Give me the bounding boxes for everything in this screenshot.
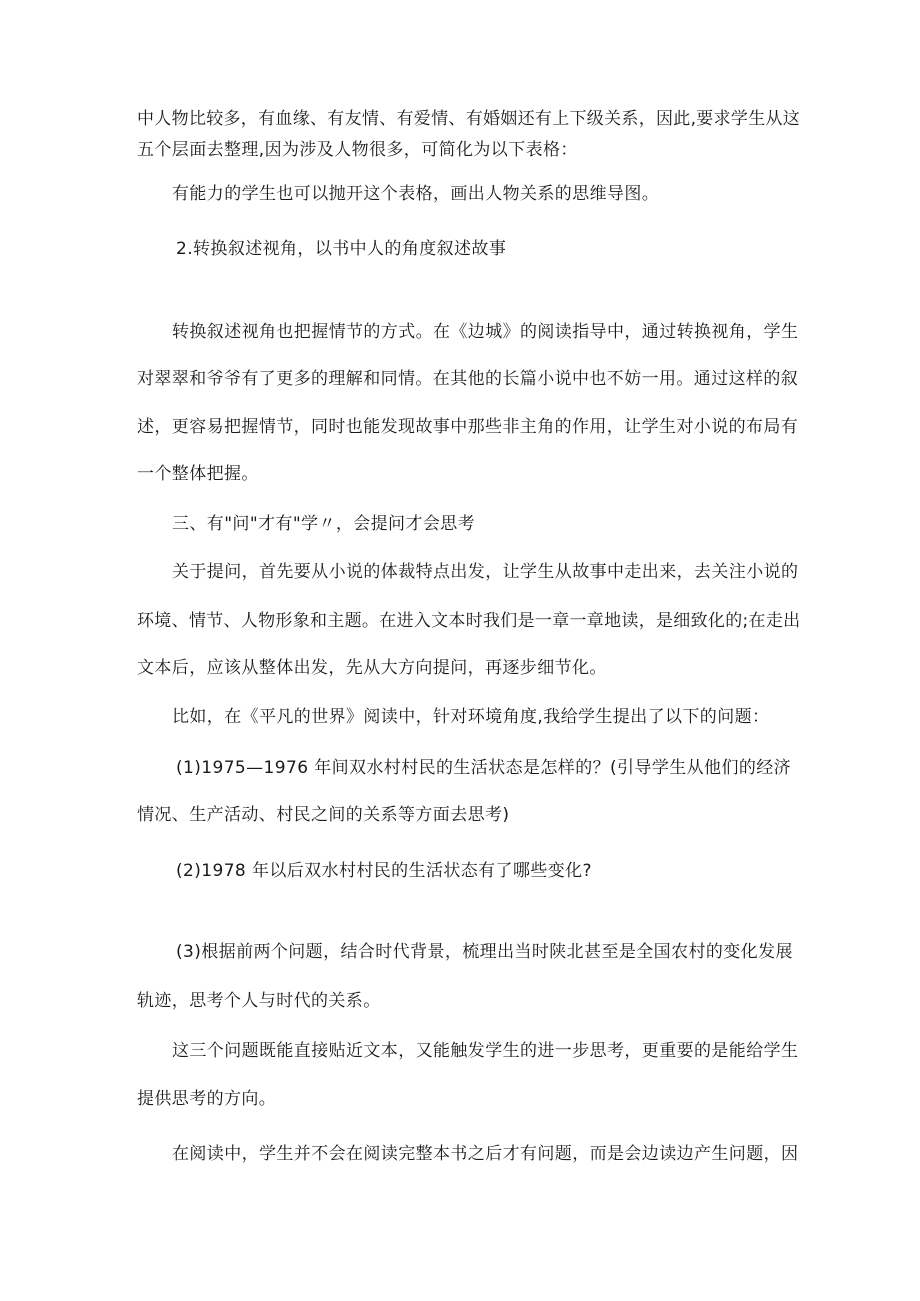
text-line: 中人物比较多，有血缘、有友情、有爱情、有婚姻还有上下级关系，因此,要求学生从这 (137, 109, 801, 129)
text-line: 对翠翠和爷爷有了更多的理解和同情。在其他的长篇小说中也不妨一用。通过这样的叙 (137, 369, 799, 389)
text-line: 这三个问题既能直接贴近文本，又能触发学生的进一步思考，更重要的是能给学生 (172, 1041, 799, 1061)
text-line: 述，更容易把握情节，同时也能发现故事中那些非主角的作用，让学生对小说的布局有 (137, 417, 799, 437)
list-item: (1)1975—1976 年间双水村村民的生活状态是怎样的？(引导学生从他们的经济 (176, 758, 792, 778)
list-item: (2)1978 年以后双水村村民的生活状态有了哪些变化? (176, 861, 592, 881)
list-item: 轨迹，思考个人与时代的关系。 (137, 991, 381, 1011)
text-line: 文本后，应该从整体出发，先从大方向提问，再逐步细节化。 (137, 658, 607, 678)
section-heading: 三、有"问"才有"学〃，会提问才会思考 (172, 514, 476, 534)
list-item: (3)根据前两个问题，结合时代背景，梳理出当时陕北甚至是全国农村的变化发展 (176, 942, 793, 962)
text-line: 有能力的学生也可以抛开这个表格，画出人物关系的思维导图。 (172, 184, 660, 204)
text-line: 五个层面去整理,因为涉及人物很多，可简化为以下表格： (137, 140, 578, 160)
text-line: 在阅读中，学生并不会在阅读完整本书之后才有问题，而是会边读边产生问题，因 (172, 1144, 799, 1164)
text-line: 提供思考的方向。 (137, 1089, 277, 1109)
text-line: 关于提问，首先要从小说的体裁特点出发，让学生从故事中走出来，去关注小说的 (172, 562, 799, 582)
text-line: 比如，在《平凡的世界》阅读中，针对环境角度,我给学生提出了以下的问题： (172, 707, 770, 727)
list-item: 情况、生产活动、村民之间的关系等方面去思考) (137, 805, 510, 825)
text-line: 环境、情节、人物形象和主题。在进入文本时我们是一章一章地读，是细致化的;在走出 (137, 611, 801, 631)
text-line: 一个整体把握。 (137, 464, 259, 484)
text-line: 转换叙述视角也把握情节的方式。在《边城》的阅读指导中，通过转换视角，学生 (172, 322, 799, 342)
section-heading: 2.转换叙述视角，以书中人的角度叙述故事 (176, 239, 507, 259)
